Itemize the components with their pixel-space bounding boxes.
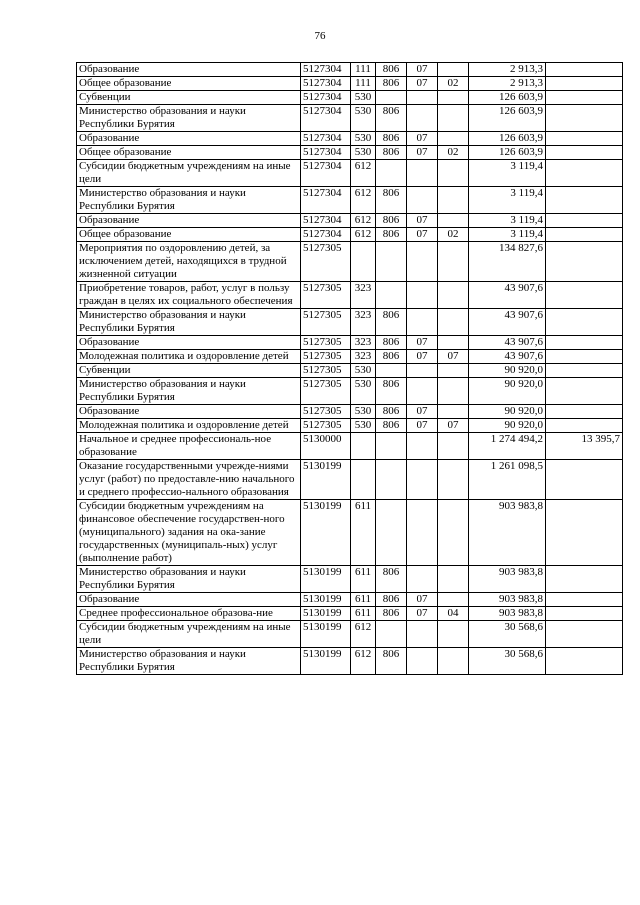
table-row: [77, 160, 623, 187]
row-name-cell: Общее образование: [77, 77, 301, 91]
row-ministry-cell: [376, 500, 407, 566]
row-ministry-cell: [376, 460, 407, 500]
row-subsection-cell: 02: [438, 146, 469, 160]
table-row: [77, 648, 623, 675]
row-subsection-cell: [438, 648, 469, 675]
row-amount-cell: 43 907,6: [469, 350, 546, 364]
table-row: [77, 378, 623, 405]
row-extra-amount-cell: [546, 621, 623, 648]
table-row: [77, 77, 623, 91]
row-amount-cell: 903 983,8: [469, 566, 546, 593]
row-subsection-cell: [438, 132, 469, 146]
row-amount-cell: 43 907,6: [469, 282, 546, 309]
row-section-cell: [407, 500, 438, 566]
row-target-article-cell: 5130199: [301, 500, 351, 566]
row-ministry-cell: 806: [376, 593, 407, 607]
row-target-article-cell: 5127304: [301, 146, 351, 160]
row-section-cell: [407, 460, 438, 500]
row-name-cell: Среднее профессиональное образова-ние: [77, 607, 301, 621]
row-amount-cell: 3 119,4: [469, 228, 546, 242]
row-section-cell: 07: [407, 419, 438, 433]
row-ministry-cell: [376, 160, 407, 187]
row-extra-amount-cell: [546, 405, 623, 419]
table-row: [77, 132, 623, 146]
row-subsection-cell: [438, 433, 469, 460]
table-row: [77, 336, 623, 350]
row-section-cell: 07: [407, 336, 438, 350]
row-subsection-cell: [438, 364, 469, 378]
row-ministry-cell: [376, 433, 407, 460]
table-row: [77, 214, 623, 228]
row-ministry-cell: [376, 282, 407, 309]
row-section-cell: 07: [407, 132, 438, 146]
row-section-cell: [407, 160, 438, 187]
row-amount-cell: 2 913,3: [469, 77, 546, 91]
row-target-article-cell: 5130000: [301, 433, 351, 460]
row-section-cell: [407, 364, 438, 378]
row-extra-amount-cell: [546, 350, 623, 364]
row-target-article-cell: 5127305: [301, 242, 351, 282]
row-name-cell: Субвенции: [77, 364, 301, 378]
row-target-article-cell: 5127304: [301, 228, 351, 242]
row-name-cell: Субсидии бюджетным учреждениям на иные цели: [77, 160, 301, 187]
row-target-article-cell: 5127304: [301, 91, 351, 105]
row-expense-type-cell: 612: [351, 187, 376, 214]
row-name-cell: Мероприятия по оздоровлению детей, за исключением детей, находящихся в трудной жизненной ситуации: [77, 242, 301, 282]
row-expense-type-cell: 611: [351, 607, 376, 621]
row-ministry-cell: 806: [376, 336, 407, 350]
row-ministry-cell: 806: [376, 309, 407, 336]
row-name-cell: Образование: [77, 336, 301, 350]
row-ministry-cell: [376, 91, 407, 105]
row-amount-cell: 43 907,6: [469, 309, 546, 336]
row-ministry-cell: [376, 364, 407, 378]
row-ministry-cell: 806: [376, 132, 407, 146]
row-expense-type-cell: 530: [351, 105, 376, 132]
row-expense-type-cell: 612: [351, 648, 376, 675]
row-subsection-cell: [438, 187, 469, 214]
row-extra-amount-cell: [546, 500, 623, 566]
row-name-cell: Образование: [77, 405, 301, 419]
row-section-cell: [407, 621, 438, 648]
row-subsection-cell: 07: [438, 350, 469, 364]
row-name-cell: Министерство образования и науки Республики Бурятия: [77, 187, 301, 214]
row-ministry-cell: 806: [376, 63, 407, 77]
row-extra-amount-cell: [546, 282, 623, 309]
row-section-cell: 07: [407, 146, 438, 160]
row-name-cell: Субсидии бюджетным учреждениям на финансовое обеспечение государствен-ного (муниципального) задания на ока-зание государственных (муниципаль-ных) услуг (выполнение работ): [77, 500, 301, 566]
row-expense-type-cell: 323: [351, 336, 376, 350]
row-section-cell: [407, 378, 438, 405]
row-amount-cell: 30 568,6: [469, 648, 546, 675]
row-target-article-cell: 5127304: [301, 105, 351, 132]
row-amount-cell: 30 568,6: [469, 621, 546, 648]
row-name-cell: Субвенции: [77, 91, 301, 105]
row-target-article-cell: 5127305: [301, 364, 351, 378]
row-section-cell: [407, 648, 438, 675]
row-name-cell: Министерство образования и науки Республики Бурятия: [77, 648, 301, 675]
row-amount-cell: 90 920,0: [469, 364, 546, 378]
row-target-article-cell: 5130199: [301, 566, 351, 593]
row-name-cell: Образование: [77, 132, 301, 146]
row-section-cell: 07: [407, 593, 438, 607]
row-section-cell: [407, 282, 438, 309]
row-subsection-cell: [438, 309, 469, 336]
row-ministry-cell: 806: [376, 378, 407, 405]
row-extra-amount-cell: [546, 648, 623, 675]
row-amount-cell: 90 920,0: [469, 419, 546, 433]
row-name-cell: Министерство образования и науки Республики Бурятия: [77, 566, 301, 593]
table-row: [77, 566, 623, 593]
row-ministry-cell: [376, 242, 407, 282]
row-target-article-cell: 5127304: [301, 214, 351, 228]
row-ministry-cell: 806: [376, 350, 407, 364]
row-extra-amount-cell: [546, 309, 623, 336]
row-amount-cell: 3 119,4: [469, 160, 546, 187]
row-name-cell: Общее образование: [77, 146, 301, 160]
row-expense-type-cell: 323: [351, 350, 376, 364]
row-ministry-cell: 806: [376, 607, 407, 621]
table-row: [77, 228, 623, 242]
row-amount-cell: 126 603,9: [469, 105, 546, 132]
row-extra-amount-cell: [546, 214, 623, 228]
row-expense-type-cell: [351, 433, 376, 460]
table-row: [77, 419, 623, 433]
row-subsection-cell: [438, 405, 469, 419]
row-extra-amount-cell: [546, 364, 623, 378]
row-expense-type-cell: 530: [351, 91, 376, 105]
row-amount-cell: 43 907,6: [469, 336, 546, 350]
row-name-cell: Молодежная политика и оздоровление детей: [77, 350, 301, 364]
row-expense-type-cell: 611: [351, 500, 376, 566]
row-subsection-cell: [438, 566, 469, 593]
row-name-cell: Министерство образования и науки Республики Бурятия: [77, 309, 301, 336]
row-target-article-cell: 5127304: [301, 132, 351, 146]
row-target-article-cell: 5130199: [301, 593, 351, 607]
row-ministry-cell: 806: [376, 146, 407, 160]
row-expense-type-cell: [351, 242, 376, 282]
table-row: [77, 91, 623, 105]
row-subsection-cell: [438, 242, 469, 282]
row-subsection-cell: [438, 105, 469, 132]
row-ministry-cell: 806: [376, 214, 407, 228]
table-row: [77, 405, 623, 419]
table-row: [77, 282, 623, 309]
row-expense-type-cell: 612: [351, 621, 376, 648]
row-extra-amount-cell: [546, 607, 623, 621]
row-expense-type-cell: 530: [351, 419, 376, 433]
row-ministry-cell: 806: [376, 77, 407, 91]
row-extra-amount-cell: [546, 419, 623, 433]
row-name-cell: Образование: [77, 593, 301, 607]
row-target-article-cell: 5127305: [301, 378, 351, 405]
row-target-article-cell: 5127305: [301, 309, 351, 336]
row-ministry-cell: 806: [376, 228, 407, 242]
table-row: [77, 309, 623, 336]
row-ministry-cell: 806: [376, 419, 407, 433]
row-expense-type-cell: 530: [351, 132, 376, 146]
row-name-cell: Начальное и среднее профессиональ-ное образование: [77, 433, 301, 460]
row-target-article-cell: 5127304: [301, 187, 351, 214]
table-row: [77, 621, 623, 648]
row-target-article-cell: 5127305: [301, 405, 351, 419]
table-row: [77, 105, 623, 132]
row-extra-amount-cell: [546, 242, 623, 282]
row-name-cell: Образование: [77, 63, 301, 77]
row-extra-amount-cell: [546, 91, 623, 105]
row-target-article-cell: 5127305: [301, 282, 351, 309]
row-amount-cell: 90 920,0: [469, 405, 546, 419]
row-amount-cell: 126 603,9: [469, 91, 546, 105]
row-name-cell: Оказание государственными учрежде-ниями услуг (работ) по предоставле-нию начального и среднего профессио-нального образования: [77, 460, 301, 500]
row-expense-type-cell: 530: [351, 364, 376, 378]
row-amount-cell: 126 603,9: [469, 146, 546, 160]
row-subsection-cell: [438, 160, 469, 187]
row-amount-cell: 2 913,3: [469, 63, 546, 77]
row-expense-type-cell: 530: [351, 405, 376, 419]
row-amount-cell: 903 983,8: [469, 593, 546, 607]
row-expense-type-cell: 530: [351, 146, 376, 160]
row-ministry-cell: [376, 621, 407, 648]
row-subsection-cell: 02: [438, 228, 469, 242]
row-section-cell: [407, 91, 438, 105]
row-expense-type-cell: 612: [351, 160, 376, 187]
row-target-article-cell: 5130199: [301, 607, 351, 621]
row-subsection-cell: [438, 460, 469, 500]
row-extra-amount-cell: 13 395,7: [546, 433, 623, 460]
row-name-cell: Министерство образования и науки Республики Бурятия: [77, 378, 301, 405]
row-ministry-cell: 806: [376, 187, 407, 214]
row-section-cell: [407, 105, 438, 132]
row-extra-amount-cell: [546, 63, 623, 77]
row-target-article-cell: 5127304: [301, 77, 351, 91]
row-amount-cell: 134 827,6: [469, 242, 546, 282]
row-section-cell: [407, 187, 438, 214]
row-expense-type-cell: 612: [351, 214, 376, 228]
row-section-cell: [407, 309, 438, 336]
row-extra-amount-cell: [546, 228, 623, 242]
table-row: [77, 593, 623, 607]
row-expense-type-cell: 611: [351, 593, 376, 607]
row-expense-type-cell: 530: [351, 378, 376, 405]
row-expense-type-cell: 323: [351, 282, 376, 309]
row-extra-amount-cell: [546, 187, 623, 214]
table-row: [77, 63, 623, 77]
table-row: [77, 607, 623, 621]
row-extra-amount-cell: [546, 105, 623, 132]
row-section-cell: 07: [407, 607, 438, 621]
row-target-article-cell: 5130199: [301, 621, 351, 648]
row-section-cell: 07: [407, 63, 438, 77]
row-ministry-cell: 806: [376, 405, 407, 419]
page-number: 76: [314, 30, 326, 42]
row-name-cell: Общее образование: [77, 228, 301, 242]
row-section-cell: 07: [407, 350, 438, 364]
row-section-cell: [407, 242, 438, 282]
row-extra-amount-cell: [546, 593, 623, 607]
row-section-cell: 07: [407, 228, 438, 242]
row-target-article-cell: 5127305: [301, 419, 351, 433]
row-subsection-cell: [438, 214, 469, 228]
row-subsection-cell: [438, 91, 469, 105]
row-amount-cell: 903 983,8: [469, 607, 546, 621]
row-ministry-cell: 806: [376, 566, 407, 593]
table-row: [77, 433, 623, 460]
row-section-cell: 07: [407, 214, 438, 228]
row-subsection-cell: [438, 500, 469, 566]
budget-table: [76, 62, 623, 675]
row-name-cell: Молодежная политика и оздоровление детей: [77, 419, 301, 433]
row-target-article-cell: 5127305: [301, 350, 351, 364]
row-expense-type-cell: 323: [351, 309, 376, 336]
row-extra-amount-cell: [546, 460, 623, 500]
table-body: [77, 63, 623, 675]
row-target-article-cell: 5127305: [301, 336, 351, 350]
row-target-article-cell: 5127304: [301, 63, 351, 77]
row-name-cell: Субсидии бюджетным учреждениям на иные цели: [77, 621, 301, 648]
row-ministry-cell: 806: [376, 648, 407, 675]
row-subsection-cell: 07: [438, 419, 469, 433]
row-amount-cell: 90 920,0: [469, 378, 546, 405]
row-subsection-cell: [438, 282, 469, 309]
row-name-cell: Министерство образования и науки Республики Бурятия: [77, 105, 301, 132]
row-section-cell: [407, 433, 438, 460]
row-amount-cell: 1 274 494,2: [469, 433, 546, 460]
row-name-cell: Образование: [77, 214, 301, 228]
table-row: [77, 187, 623, 214]
row-extra-amount-cell: [546, 132, 623, 146]
table-row: [77, 146, 623, 160]
row-target-article-cell: 5130199: [301, 648, 351, 675]
row-subsection-cell: [438, 593, 469, 607]
row-extra-amount-cell: [546, 378, 623, 405]
row-name-cell: Приобретение товаров, работ, услуг в пользу граждан в целях их социального обеспечения: [77, 282, 301, 309]
table-row: [77, 364, 623, 378]
row-extra-amount-cell: [546, 566, 623, 593]
row-subsection-cell: [438, 378, 469, 405]
table-row: [77, 242, 623, 282]
row-subsection-cell: 02: [438, 77, 469, 91]
row-expense-type-cell: 612: [351, 228, 376, 242]
row-subsection-cell: [438, 63, 469, 77]
row-target-article-cell: 5127304: [301, 160, 351, 187]
row-amount-cell: 126 603,9: [469, 132, 546, 146]
row-amount-cell: 903 983,8: [469, 500, 546, 566]
row-expense-type-cell: 611: [351, 566, 376, 593]
row-section-cell: 07: [407, 77, 438, 91]
row-subsection-cell: [438, 336, 469, 350]
row-expense-type-cell: 111: [351, 63, 376, 77]
row-amount-cell: 3 119,4: [469, 187, 546, 214]
row-expense-type-cell: [351, 460, 376, 500]
row-extra-amount-cell: [546, 336, 623, 350]
row-section-cell: 07: [407, 405, 438, 419]
row-amount-cell: 3 119,4: [469, 214, 546, 228]
row-ministry-cell: 806: [376, 105, 407, 132]
row-subsection-cell: 04: [438, 607, 469, 621]
row-subsection-cell: [438, 621, 469, 648]
row-extra-amount-cell: [546, 146, 623, 160]
table-row: [77, 350, 623, 364]
table-row: [77, 500, 623, 566]
row-extra-amount-cell: [546, 160, 623, 187]
row-amount-cell: 1 261 098,5: [469, 460, 546, 500]
row-expense-type-cell: 111: [351, 77, 376, 91]
row-section-cell: [407, 566, 438, 593]
row-extra-amount-cell: [546, 77, 623, 91]
table-row: [77, 460, 623, 500]
row-target-article-cell: 5130199: [301, 460, 351, 500]
